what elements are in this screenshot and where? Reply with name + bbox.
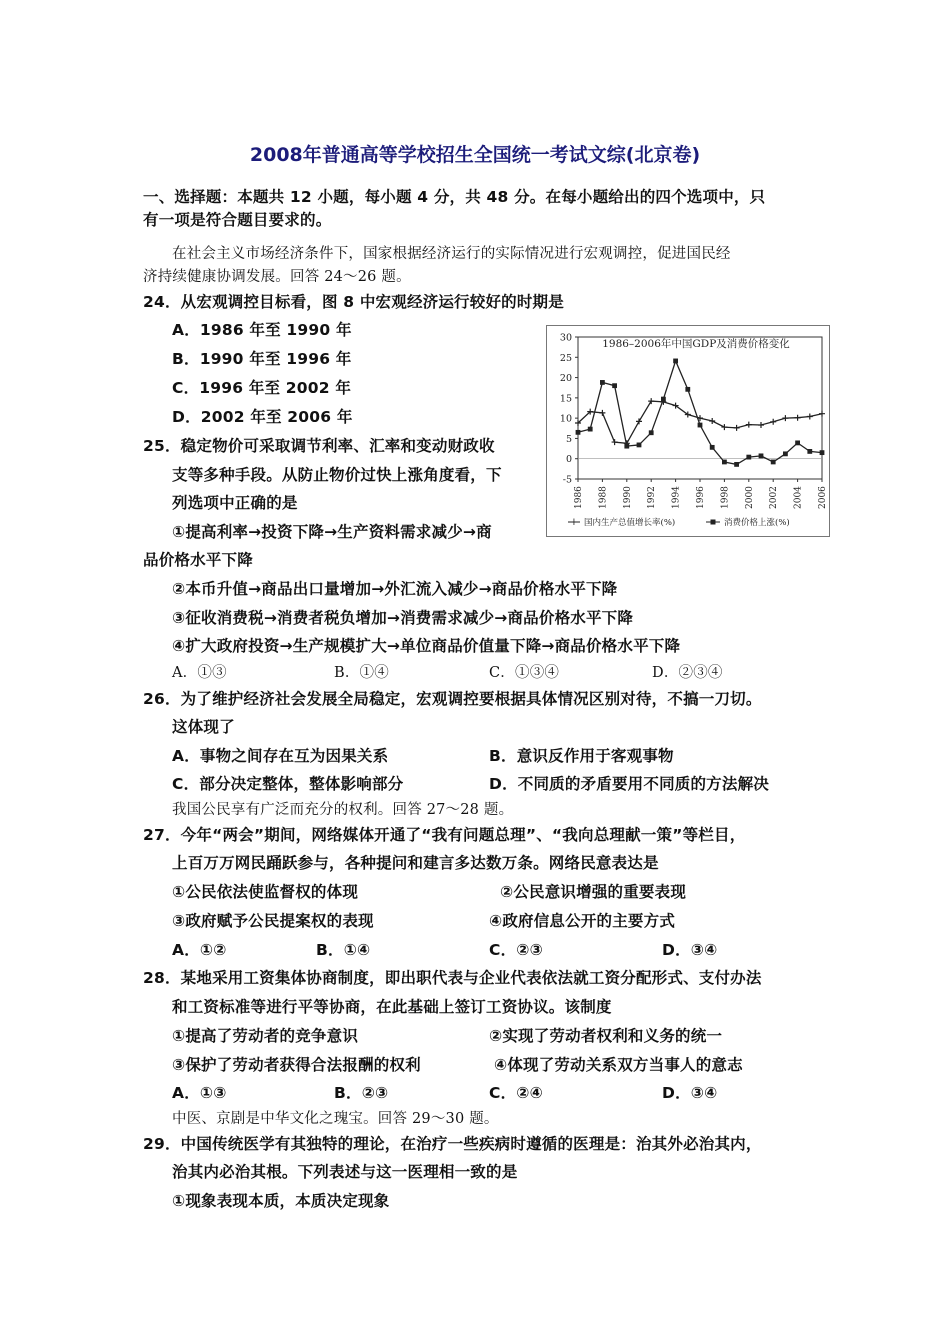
x-tick-label: 1986: [574, 486, 584, 509]
cpi-point: [612, 383, 617, 388]
x-tick-label: 1996: [696, 486, 706, 509]
y-tick-label: 10: [559, 413, 572, 425]
cpi-point: [722, 460, 727, 465]
cpi-point: [783, 451, 788, 456]
x-tick-label: 1994: [671, 486, 682, 509]
q25-stem-line1: 25．稳定物价可采取调节利率、汇率和变动财政收: [143, 437, 495, 455]
q27-statement-2: ②公民意识增强的重要表现: [500, 883, 687, 901]
cpi-point: [820, 450, 825, 455]
q25-statement-3: ③征收消费税→消费者税负增加→消费需求减少→商品价格水平下降: [172, 609, 634, 627]
q24-stem: 24．从宏观调控目标看，图 8 中宏观经济运行较好的时期是: [143, 293, 564, 311]
q28-option-b: B．②③: [334, 1084, 389, 1102]
legend-marker-cpi: [711, 520, 716, 525]
q27-option-b: B．①④: [316, 941, 371, 959]
x-tick-label: 1998: [720, 486, 731, 509]
q27-statement-3: ③政府赋予公民提案权的表现: [172, 912, 374, 930]
q25-option-d: D．②③④: [652, 665, 723, 681]
q24-option-d: D．2002 年至 2006 年: [172, 408, 353, 426]
x-tick-label: 2006: [818, 486, 828, 509]
y-tick-label: 5: [565, 433, 572, 445]
y-tick-label: 25: [559, 352, 572, 364]
intro-1-line2: 济持续健康协调发展。回答 24～26 题。: [143, 269, 411, 285]
cpi-point: [759, 453, 764, 458]
q26-option-c: C．部分决定整体，整体影响部分: [172, 775, 404, 793]
q25-statement-4: ④扩大政府投资→生产规模扩大→单位商品价值量下降→商品价格水平下降: [172, 637, 681, 655]
x-tick-label: 1992: [647, 486, 658, 509]
legend-marker-gdp: +: [569, 517, 579, 528]
q28-statement-3: ③保护了劳动者获得合法报酬的权利: [172, 1056, 421, 1074]
q25-statement-2: ②本币升值→商品出口量增加→外汇流入减少→商品价格水平下降: [172, 580, 618, 598]
legend-label-gdp: 国内生产总值增长率(%): [584, 518, 676, 528]
x-tick-label: 2000: [744, 486, 755, 509]
q26-stem-line2: 这体现了: [172, 718, 235, 736]
q27-stem-line1: 27．今年“两会”期间，网络媒体开通了“我有问题总理”、“我向总理献一策”等栏目，: [143, 826, 746, 844]
q28-option-c: C．②④: [489, 1084, 543, 1102]
q27-option-c: C．②③: [489, 941, 543, 959]
x-tick-label: 1988: [598, 486, 609, 509]
q28-stem-line2: 和工资标准等进行平等协商，在此基础上签订工资协议。该制度: [172, 998, 612, 1016]
q28-option-d: D．③④: [662, 1084, 718, 1102]
cpi-point: [649, 430, 654, 435]
cpi-point: [710, 445, 715, 450]
q29-statement-1: ①现象表现本质，本质决定现象: [172, 1192, 390, 1210]
intro-1-line1: 在社会主义市场经济条件下，国家根据经济运行的实际情况进行宏观调控，促进国民经: [172, 246, 731, 262]
q25-stem-line2: 支等多种手段。从防止物价过快上涨角度看，下: [172, 466, 502, 484]
legend-label-cpi: 消费价格上涨(%): [724, 518, 790, 528]
q28-statement-4: ④体现了劳动关系双方当事人的意志: [494, 1056, 743, 1074]
section-instruction-line2: 有一项是符合题目要求的。: [143, 211, 332, 229]
q28-option-a: A．①③: [172, 1084, 227, 1102]
chart-title: 1986–2006年中国GDP及消费价格变化: [602, 338, 790, 350]
q26-option-b: B．意识反作用于客观事物: [489, 747, 674, 765]
q28-statement-2: ②实现了劳动者权利和义务的统一: [489, 1027, 723, 1045]
q24-option-a: A．1986 年至 1990 年: [172, 321, 352, 339]
q28-stem-line1: 28．某地采用工资集体协商制度，即出职代表与企业代表依法就工资分配形式、支付办法: [143, 969, 762, 987]
q25-stem-line3: 列选项中正确的是: [172, 494, 298, 512]
gdp-cpi-chart: [546, 325, 830, 537]
y-tick-label: 0: [565, 454, 572, 466]
section-instruction-line1: 一、选择题：本题共 12 小题，每小题 4 分，共 48 分。在每小题给出的四个选项中，只: [143, 188, 766, 206]
cpi-point: [576, 430, 581, 435]
q25-option-c: C．①③④: [489, 665, 560, 681]
cpi-point: [771, 460, 776, 465]
cpi-point: [685, 387, 690, 392]
y-tick-label: 15: [559, 393, 572, 405]
x-tick-label: 2002: [769, 486, 780, 509]
q27-statement-4: ④政府信息公开的主要方式: [489, 912, 676, 930]
q24-option-c: C．1996 年至 2002 年: [172, 379, 352, 397]
q25-option-b: B．①④: [334, 665, 389, 681]
q26-option-d: D．不同质的矛盾要用不同质的方法解决: [489, 775, 769, 793]
q25-option-a: A．①③: [172, 665, 227, 681]
cpi-point: [734, 462, 739, 467]
q26-stem-line1: 26．为了维护经济社会发展全局稳定，宏观调控要根据具体情况区别对待，不搞一刀切。: [143, 690, 762, 708]
q28-statement-1: ①提高了劳动者的竞争意识: [172, 1027, 359, 1045]
cpi-point: [673, 359, 678, 364]
x-tick-label: 2004: [793, 486, 804, 509]
q24-option-b: B．1990 年至 1996 年: [172, 350, 352, 368]
cpi-point: [637, 443, 642, 448]
q27-option-d: D．③④: [662, 941, 718, 959]
x-tick-label: 1990: [622, 486, 633, 509]
y-tick-label: 30: [559, 332, 572, 344]
chart-svg: [546, 325, 830, 537]
q27-statement-1: ①公民依法使监督权的体现: [172, 883, 359, 901]
q25-statement-1b: 品价格水平下降: [143, 551, 253, 569]
q29-stem-line1: 29．中国传统医学有其独特的理论，在治疗一些疾病时遵循的医理是：治其外必治其内，: [143, 1135, 762, 1153]
cpi-point: [624, 444, 629, 449]
q27-stem-line2: 上百万万网民踊跃参与，各种提问和建言多达数万条。网络民意表达是: [172, 854, 659, 872]
y-tick-label: 20: [559, 373, 572, 385]
cpi-point: [746, 455, 751, 460]
q26-option-a: A．事物之间存在互为因果关系: [172, 747, 389, 765]
q29-stem-line2: 治其内必治其根。下列表述与这一医理相一致的是: [172, 1163, 518, 1181]
cpi-point: [588, 427, 593, 432]
cpi-point: [600, 380, 605, 385]
q25-statement-1a: ①提高利率→投资下降→生产资料需求减少→商: [172, 523, 492, 541]
cpi-point: [795, 440, 800, 445]
cpi-point: [698, 423, 703, 428]
intro-2: 我国公民享有广泛而充分的权利。回答 27～28 题。: [172, 802, 514, 818]
intro-3: 中医、京剧是中华文化之瑰宝。回答 29～30 题。: [172, 1111, 499, 1127]
page-title: 2008年普通高等学校招生全国统一考试文综(北京卷): [249, 144, 701, 166]
y-tick-label: -5: [562, 474, 572, 486]
cpi-point: [661, 397, 666, 402]
q27-option-a: A．①②: [172, 941, 227, 959]
cpi-point: [807, 449, 812, 454]
